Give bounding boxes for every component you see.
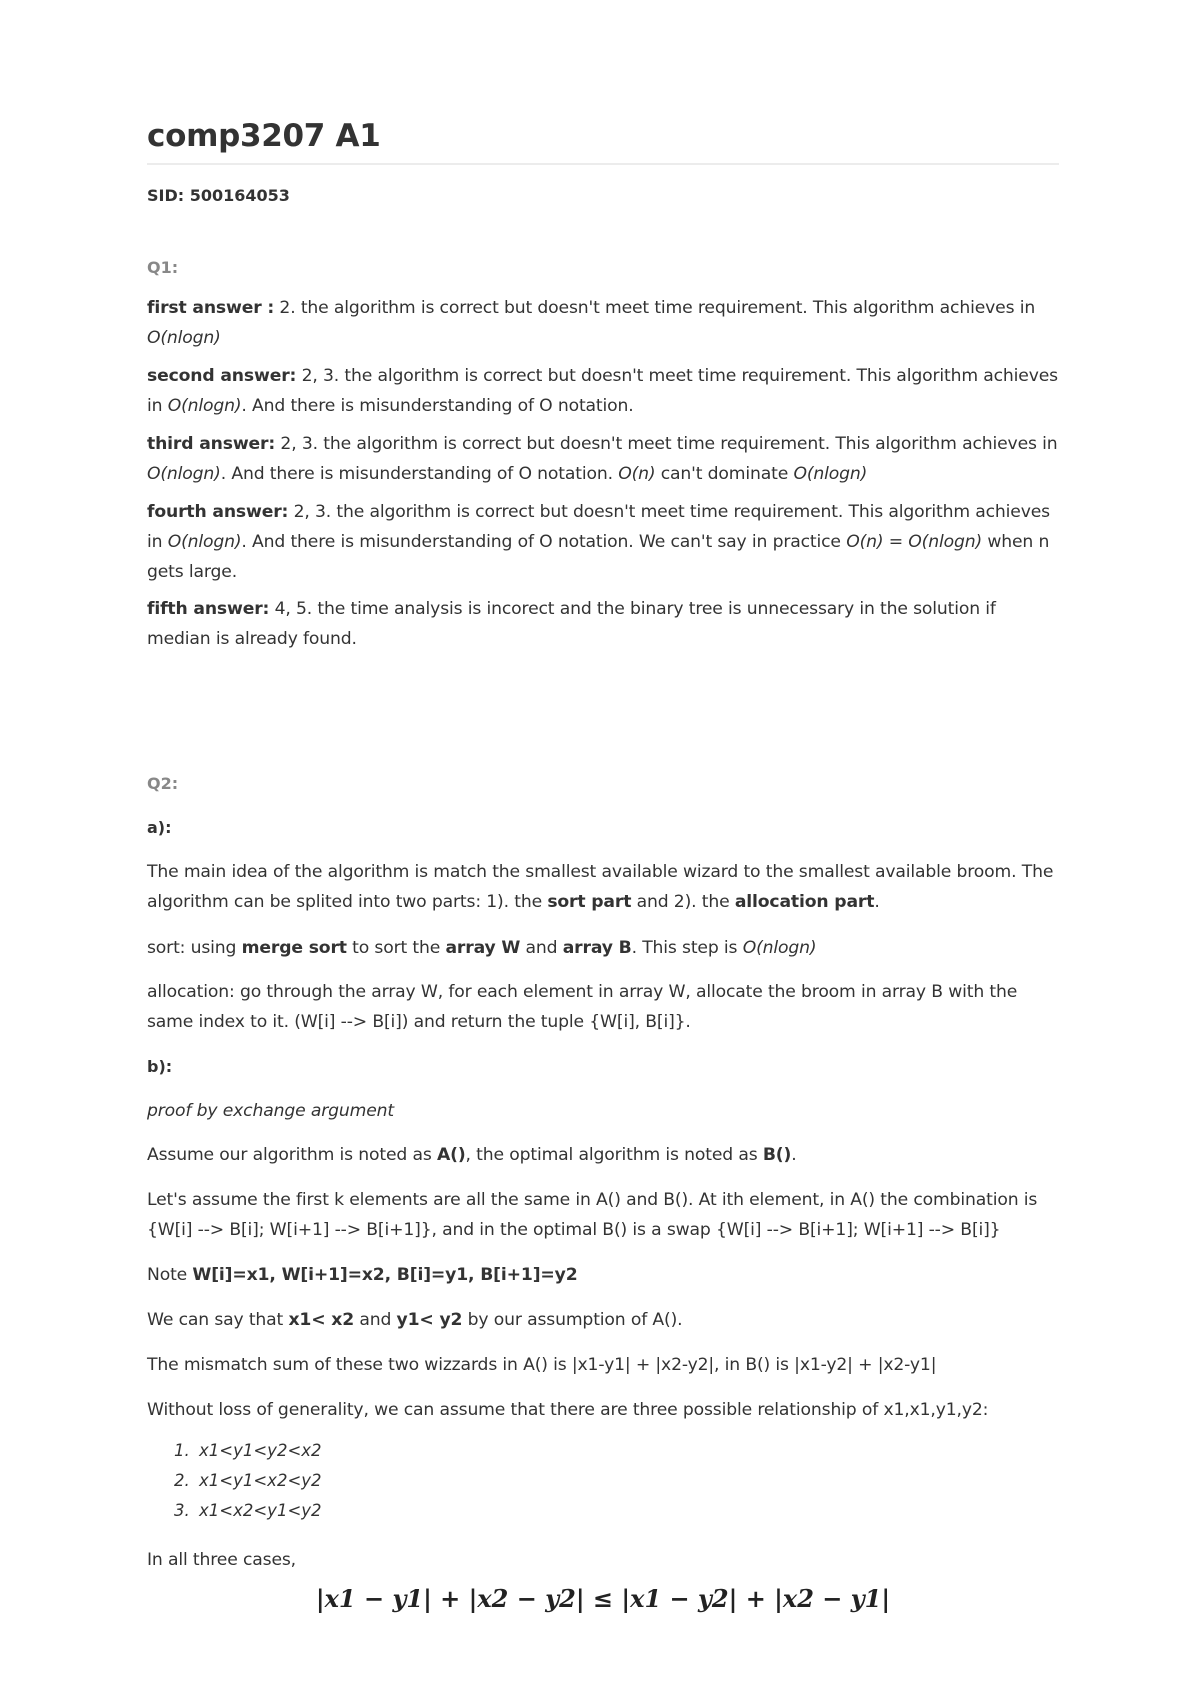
text-run: . This step is bbox=[631, 938, 743, 958]
bold-run: B() bbox=[762, 1145, 792, 1165]
answer-tail: . And there is misunderstanding of O notation. bbox=[241, 396, 634, 416]
bold-run: array B bbox=[562, 938, 632, 958]
answer-label: first answer : bbox=[147, 298, 275, 318]
student-id: SID: 500164053 bbox=[147, 186, 290, 205]
text-run: and bbox=[354, 1310, 397, 1330]
q1-answer-4 bbox=[147, 497, 1059, 587]
text-run: The main idea of the algorithm is match the smallest available wizard to the smallest available broom. The algorithm can be splited into two parts: 1). the bbox=[147, 862, 1054, 912]
q2-b-paragraph-2 bbox=[147, 1140, 1059, 1170]
text-run: to sort the bbox=[346, 938, 446, 958]
text-run: Assume our algorithm is noted as bbox=[147, 1145, 437, 1165]
q1-answer-3 bbox=[147, 429, 1059, 489]
q1-answer-1 bbox=[147, 293, 1059, 353]
bold-run: A() bbox=[436, 1145, 466, 1165]
q2-b-paragraph-1 bbox=[147, 1096, 1059, 1126]
bold-run: allocation part bbox=[734, 892, 875, 912]
q2-a-paragraph-1 bbox=[147, 857, 1059, 917]
text-run: We can say that bbox=[147, 1310, 289, 1330]
bold-run: x1< x2 bbox=[288, 1310, 355, 1330]
answer-tail-2: when n gets large. bbox=[147, 532, 1050, 582]
italic-run: O(nlogn) bbox=[742, 938, 817, 958]
inequality-formula: |x1 − y1| + |x2 − y2| ≤ |x1 − y2| + |x2 − y1| bbox=[315, 1584, 891, 1613]
answer-text: 2, 3. the algorithm is correct but doesn't meet time requirement. This algorithm achieves in bbox=[147, 366, 1058, 416]
text-run: Note bbox=[147, 1265, 193, 1285]
answer-complexity: O(nlogn) bbox=[167, 396, 242, 416]
list-item: 2. x1<y1<x2<y2 bbox=[195, 1466, 322, 1496]
q2-b-paragraph-7: Without loss of generality, we can assume that there are three possible relationship of x1,x1,y1,y2: bbox=[147, 1400, 989, 1420]
q2-part-b-label: b): bbox=[147, 1057, 173, 1076]
q2-a-paragraph-3: allocation: go through the array W, for each element in array W, allocate the broom in array B with the same index to it. (W[i] --> B[i]) and return the tuple {W[i], B[i]}. bbox=[147, 982, 1018, 1032]
answer-complexity-2: O(n) bbox=[618, 464, 656, 484]
answer-tail: . And there is misunderstanding of O notation. We can't say in practice bbox=[241, 532, 847, 552]
answer-text: 2, 3. the algorithm is correct but doesn't meet time requirement. This algorithm achieves in bbox=[147, 502, 1050, 552]
text-run: and bbox=[520, 938, 563, 958]
title-divider bbox=[147, 163, 1059, 165]
q1-heading: Q1: bbox=[147, 258, 179, 277]
answer-complexity: O(nlogn) bbox=[147, 328, 221, 348]
answer-label: fourth answer: bbox=[147, 502, 289, 522]
bold-run: merge sort bbox=[241, 938, 347, 958]
answer-complexity-2: O(n) = O(nlogn) bbox=[846, 532, 983, 552]
list-item: 3. x1<x2<y1<y2 bbox=[195, 1496, 322, 1526]
answer-label: third answer: bbox=[147, 434, 276, 454]
answer-complexity-3: O(nlogn) bbox=[793, 464, 868, 484]
text-run: . bbox=[874, 892, 880, 912]
answer-label: second answer: bbox=[147, 366, 297, 386]
text-run: and 2). the bbox=[631, 892, 735, 912]
bold-run: W[i]=x1, W[i+1]=x2, B[i]=y1, B[i+1]=y2 bbox=[192, 1265, 578, 1285]
answer-text: 2, 3. the algorithm is correct but doesn't meet time requirement. This algorithm achieves in bbox=[275, 434, 1058, 454]
page-title: comp3207 A1 bbox=[147, 118, 381, 154]
answer-tail: . And there is misunderstanding of O notation. bbox=[220, 464, 619, 484]
bold-run: array W bbox=[445, 938, 521, 958]
q1-answer-5 bbox=[147, 594, 1059, 654]
text-run: . bbox=[791, 1145, 797, 1165]
q2-part-a-label: a): bbox=[147, 818, 172, 837]
text-run: , the optimal algorithm is noted as bbox=[465, 1145, 763, 1165]
q2-b-paragraph-3: Let's assume the first k elements are all the same in A() and B(). At ith element, in A() the combination is {W[i] --> B[i]; W[i+1] --> B[i+1]}, and in the optimal B() is a swap {W[i] --> B[i+1]; W[i+1] --> B[i]} bbox=[147, 1190, 1038, 1240]
q2-b-paragraph-4 bbox=[147, 1260, 1059, 1290]
answer-tail-2: can't dominate bbox=[655, 464, 794, 484]
cases-list bbox=[147, 1436, 322, 1526]
q2-b-paragraph-5 bbox=[147, 1305, 1059, 1335]
q2-b-paragraph-8: In all three cases, bbox=[147, 1550, 296, 1570]
q2-heading: Q2: bbox=[147, 774, 179, 793]
text-run: by our assumption of A(). bbox=[462, 1310, 683, 1330]
bold-run: sort part bbox=[547, 892, 632, 912]
bold-run: y1< y2 bbox=[396, 1310, 463, 1330]
answer-text: 2. the algorithm is correct but doesn't meet time requirement. This algorithm achieves in bbox=[274, 298, 1036, 318]
answer-text: 4, 5. the time analysis is incorect and the binary tree is unnecessary in the solution if median is already found. bbox=[147, 599, 996, 649]
answer-complexity: O(nlogn) bbox=[167, 532, 242, 552]
answer-complexity: O(nlogn) bbox=[147, 464, 221, 484]
answer-label: fifth answer: bbox=[147, 599, 270, 619]
q2-b-paragraph-6: The mismatch sum of these two wizzards in A() is |x1-y1| + |x2-y2|, in B() is |x1-y2| + |x2-y1| bbox=[147, 1355, 937, 1375]
italic-run: proof by exchange argument bbox=[147, 1101, 394, 1121]
q2-a-paragraph-2 bbox=[147, 933, 1059, 963]
q1-answer-2 bbox=[147, 361, 1059, 421]
text-run: sort: using bbox=[147, 938, 242, 958]
list-item: 1. x1<y1<y2<x2 bbox=[195, 1436, 322, 1466]
